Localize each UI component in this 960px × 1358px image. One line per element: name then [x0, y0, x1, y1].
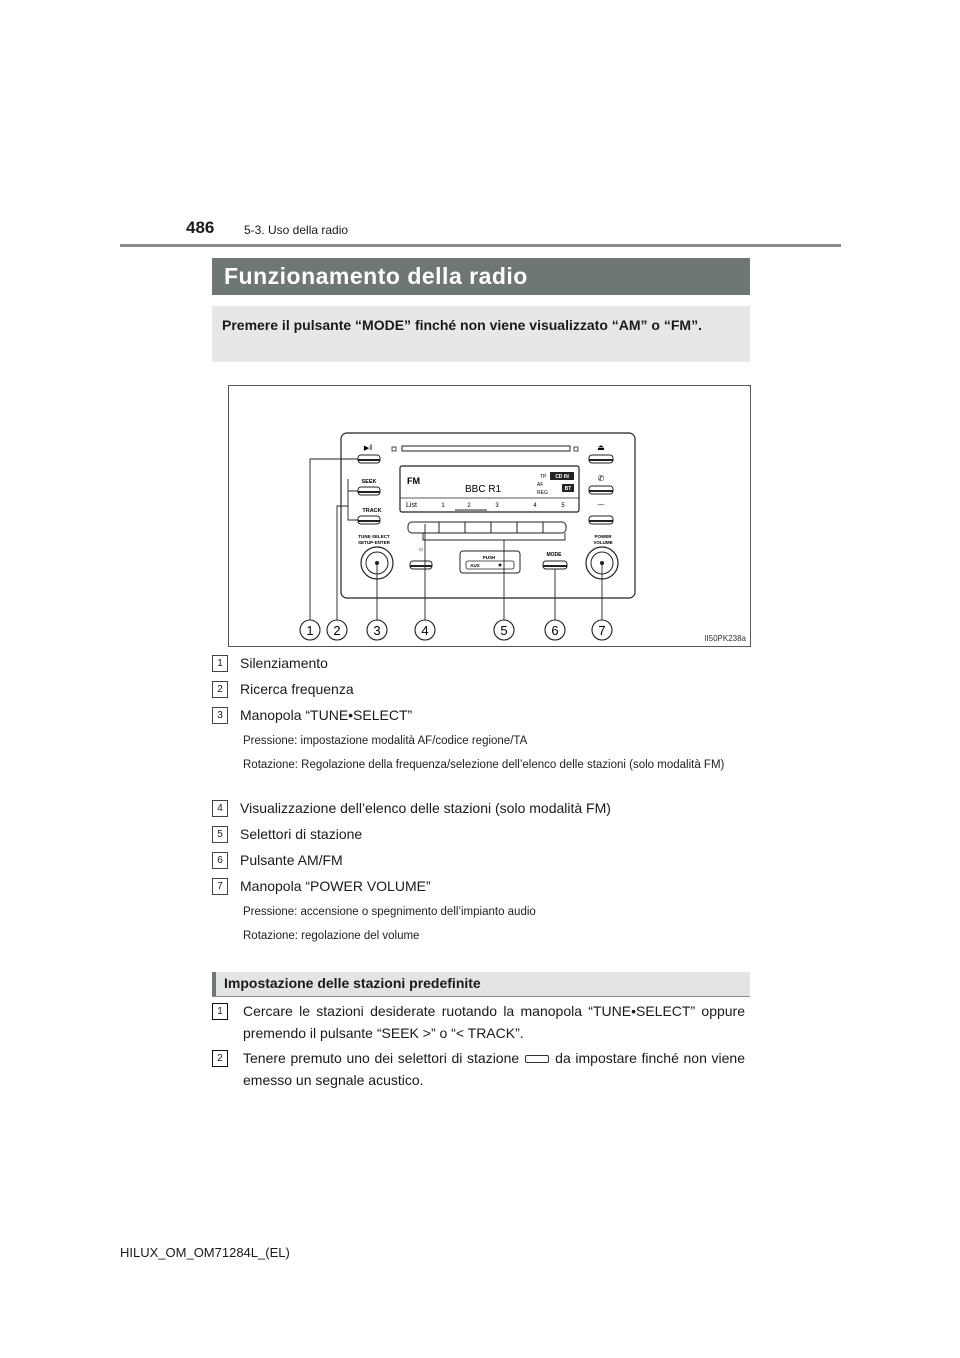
volume-label: VOLUME — [593, 540, 613, 545]
header-divider — [120, 244, 841, 247]
item-number-6: 6 — [212, 852, 228, 869]
svg-text:4: 4 — [421, 623, 429, 638]
item-label-5: Selettori di stazione — [240, 826, 363, 842]
section-reference: 5-3. Uso della radio — [244, 223, 349, 237]
tune-select-label: TUNE·SELECT — [358, 534, 390, 539]
svg-text:4: 4 — [533, 503, 537, 509]
svg-text:5: 5 — [500, 623, 508, 638]
step-number-2: 2 — [212, 1050, 228, 1067]
instruction-text: Premere il pulsante “MODE” finché non viene visualizzato “AM” o “FM”. — [222, 317, 702, 333]
page-number: 486 — [186, 218, 215, 237]
display-badge-cdin: CD IN — [555, 474, 569, 480]
radio-panel-illustration — [229, 386, 750, 646]
item-3-detail-rotate: Rotazione: Regolazione della frequenza/selezione dell’elenco delle stazioni (solo modalità FM) — [243, 759, 725, 771]
item-label-1: Silenziamento — [240, 655, 328, 671]
item-7-detail-press: Pressione: accensione o spegnimento dell’impianto audio — [243, 906, 536, 918]
step-text-1: Cercare le stazioni desiderate ruotando la manopola “TUNE•SELECT” oppure premendo il pulsante “SEEK >” o “< TRACK”. — [243, 1003, 745, 1041]
aux-label: AUX — [470, 563, 480, 568]
svg-text:⏏: ⏏ — [597, 443, 605, 452]
item-number-3: 3 — [212, 707, 228, 724]
setup-enter-label: SETUP·ENTER — [358, 540, 390, 545]
page-title: Funzionamento della radio — [224, 263, 528, 289]
item-label-6: Pulsante AM/FM — [240, 852, 343, 868]
subsection-rule — [212, 996, 750, 997]
item-number-1: 1 — [212, 655, 228, 672]
footer-code: HILUX_OM_OM71284L_(EL) — [120, 1245, 290, 1260]
subsection-title: Impostazione delle stazioni predefinite — [224, 975, 481, 991]
svg-text:6: 6 — [551, 623, 559, 638]
display-flag-tp: TP — [540, 474, 547, 480]
push-label: PUSH — [482, 555, 496, 560]
display-flag-reg: REG — [537, 490, 548, 496]
step-number-1: 1 — [212, 1003, 228, 1020]
track-label: TRACK — [362, 508, 382, 514]
svg-text:3: 3 — [373, 623, 381, 638]
display-badge-bt: BT — [564, 486, 572, 492]
svg-text:3: 3 — [495, 503, 499, 509]
svg-text:1: 1 — [441, 503, 445, 509]
svg-text:⌒: ⌒ — [597, 504, 605, 513]
step-2-text-after: da impostare finché non viene emesso un segnale acustico. — [243, 1050, 745, 1088]
item-7-detail-rotate: Rotazione: regolazione del volume — [243, 930, 420, 942]
step-text-2 — [243, 1047, 745, 1091]
svg-text:✆: ✆ — [597, 474, 605, 483]
preset-button-icon — [525, 1055, 549, 1063]
svg-text:▶‖: ▶‖ — [363, 445, 373, 452]
svg-text:7: 7 — [598, 623, 606, 638]
power-label: POWER — [594, 534, 612, 539]
display-station: BBC R1 — [465, 484, 502, 495]
svg-text:5: 5 — [561, 503, 565, 509]
item-number-5: 5 — [212, 826, 228, 843]
item-number-2: 2 — [212, 681, 228, 698]
radio-figure — [228, 385, 751, 647]
item-label-7: Manopola “POWER VOLUME” — [240, 878, 431, 894]
item-3-detail-press: Pressione: impostazione modalità AF/codice regione/TA — [243, 735, 528, 747]
item-number-4: 4 — [212, 800, 228, 817]
display-flag-af: AF — [537, 482, 544, 488]
callout-numbers — [300, 620, 612, 640]
item-label-4: Visualizzazione dell’elenco delle stazioni (solo modalità FM) — [240, 800, 611, 816]
figure-code: II50PK238a — [704, 634, 746, 643]
item-label-3: Manopola “TUNE•SELECT” — [240, 707, 413, 723]
item-number-7: 7 — [212, 878, 228, 895]
seek-label: SEEK — [361, 479, 377, 485]
mode-label: MODE — [546, 552, 562, 558]
svg-text:☼: ☼ — [417, 546, 425, 553]
svg-text:2: 2 — [467, 503, 471, 509]
svg-text:2: 2 — [333, 623, 341, 638]
step-2-text-before: Tenere premuto uno dei selettori di stazione — [243, 1050, 520, 1066]
display-list: List — [406, 502, 417, 509]
item-label-2: Ricerca frequenza — [240, 681, 354, 697]
svg-text:1: 1 — [306, 623, 314, 638]
display-band: FM — [407, 476, 420, 486]
